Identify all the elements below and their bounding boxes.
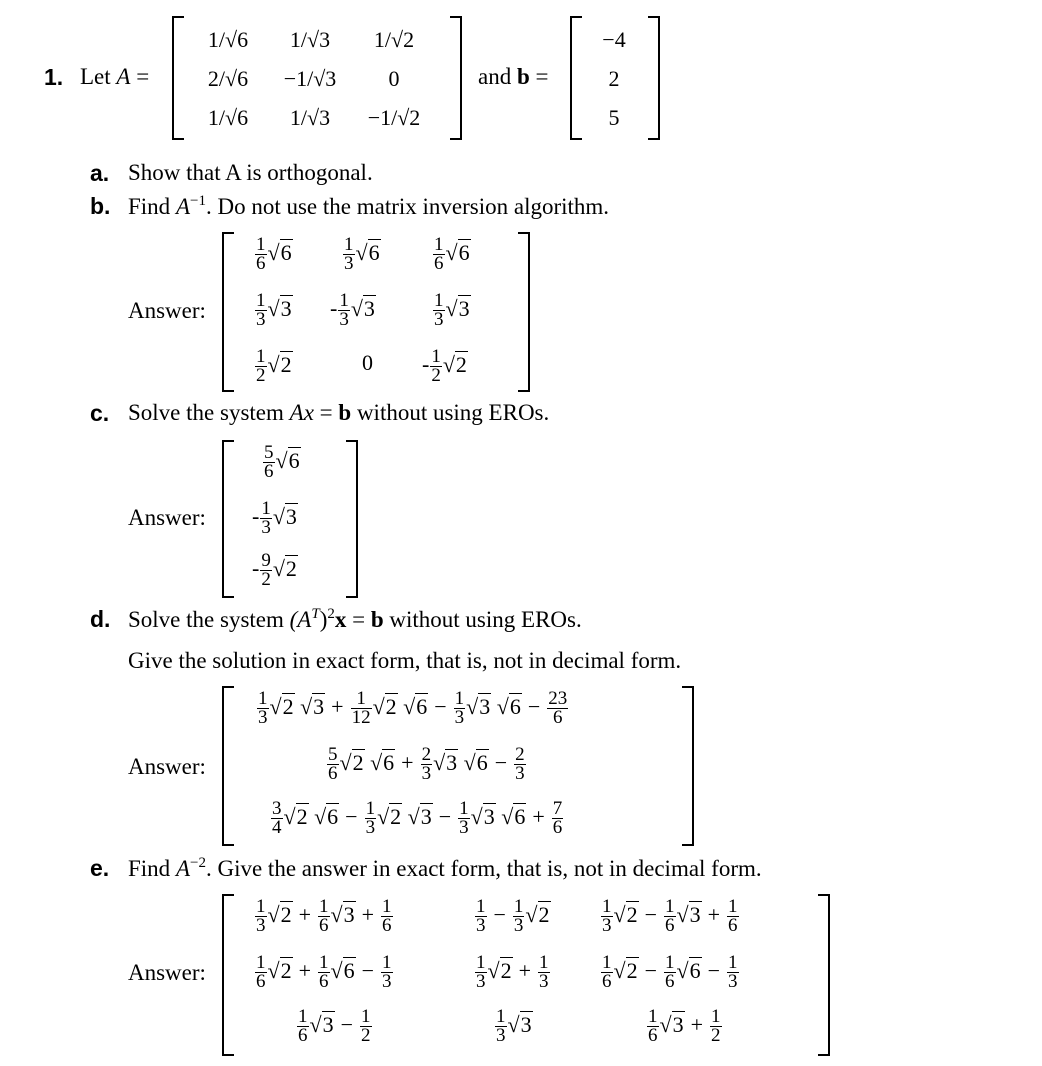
matrix-a-right-bracket: [450, 16, 462, 140]
matrix-bracket-left: [222, 232, 234, 392]
part-d-label: d.: [90, 606, 111, 632]
inverse-cell: $\frac{1}{6}$ √6: [256, 234, 292, 274]
matrix-a-cell: 0: [388, 66, 400, 91]
part-d-text: Solve the system $(A^T)^2x = b$ without using EROs.: [128, 606, 582, 632]
part-d-instruction: Give the solution in exact form, that is, not in decimal form.: [128, 648, 682, 673]
inverse-cell: $\frac{1}{6}$ √6: [434, 234, 470, 274]
part-a-text: Show that A is orthogonal.: [128, 160, 373, 185]
solution-cell: - $\frac{9}{2}$ √2: [252, 550, 297, 590]
matrix-a-cell: 2/√6: [207, 66, 249, 91]
inverse-sq-cell: $\frac{1}{6}$ √2 + $\frac{1}{6}$ √6 − $\frac{1}{3}$: [256, 952, 392, 992]
solution-cell: $\frac{5}{6}$ √6: [264, 442, 300, 482]
inverse-cell: $\frac{1}{3}$ √3: [434, 290, 470, 330]
vector-b-right-bracket: [648, 16, 660, 140]
inverse-sq-cell: $\frac{1}{3}$ √2 + $\frac{1}{3}$: [476, 952, 549, 992]
vector-b-cell: 5: [608, 105, 620, 130]
matrix-a-left-bracket: [172, 16, 184, 140]
inverse-cell: - $\frac{1}{3}$ √3: [330, 290, 375, 330]
part-c-text: Solve the system Ax = b without using EROs.: [128, 400, 550, 425]
matrix-bracket-left: [222, 894, 234, 1056]
answer-label: Answer:: [128, 754, 206, 779]
matrix-a-cell: 1/√3: [289, 27, 331, 52]
inverse-sq-cell: $\frac{1}{3}$ √2 − $\frac{1}{6}$ √3 + $\frac{1}{6}$: [602, 896, 738, 936]
part-e-text: Find $A^{-2}$. Give the answer in exact form, that is, not in decimal form.: [128, 855, 762, 881]
solution-cell: - $\frac{1}{3}$ √3: [252, 498, 297, 538]
inverse-cell: 0: [362, 350, 373, 375]
inverse-sq-cell: $\frac{1}{3}$ √2 + $\frac{1}{6}$ √3 + $\frac{1}{6}$: [256, 896, 392, 936]
solution-d-cell: $\frac{5}{6}$ √2 √6 + $\frac{2}{3}$ √3 √6 − $\frac{2}{3}$: [328, 744, 525, 784]
vector-bracket-right: [346, 440, 358, 598]
solution-d-cell: $\frac{3}{4}$ √2 √6 − $\frac{1}{3}$ √2 √3 − $\frac{1}{3}$ √3 √6 + $\frac{7}{6}$: [272, 798, 563, 838]
part-b-text: Find $A^{-1}$. Do not use the matrix inversion algorithm.: [128, 193, 610, 219]
inverse-sq-cell: $\frac{1}{6}$ √3 − $\frac{1}{2}$: [298, 1006, 371, 1046]
inverse-cell: - $\frac{1}{2}$ √2: [422, 346, 467, 386]
and-b-label: and b =: [478, 64, 549, 89]
inverse-sq-cell: $\frac{1}{3}$ √3: [496, 1006, 532, 1046]
matrix-a-cell: 1/√6: [207, 27, 249, 52]
matrix-bracket-right: [518, 232, 530, 392]
part-b-label: b.: [90, 193, 111, 219]
matrix-a-cell: 1/√2: [373, 27, 415, 52]
problem-intro: Let A =: [80, 64, 150, 89]
problem-number: 1.: [44, 64, 64, 90]
inverse-sq-cell: $\frac{1}{6}$ √3 + $\frac{1}{2}$: [648, 1006, 721, 1046]
answer-label: Answer:: [128, 505, 206, 530]
solution-d-cell: $\frac{1}{3}$ √2 √3 + $\frac{1}{12}$ √2 √6 − $\frac{1}{3}$ √3 √6 − $\frac{23}{6}$: [258, 688, 568, 728]
matrix-a-cell: −1/√3: [283, 66, 337, 91]
vector-b-left-bracket: [570, 16, 582, 140]
part-c-label: c.: [90, 400, 110, 426]
vector-b-cell: 2: [608, 66, 620, 91]
vector-bracket-right: [682, 686, 694, 846]
inverse-cell: $\frac{1}{3}$ √6: [344, 234, 380, 274]
matrix-a-cell: 1/√3: [289, 105, 331, 130]
part-a-label: a.: [90, 160, 110, 186]
matrix-a-cell: −1/√2: [367, 105, 421, 130]
matrix-a-cell: 1/√6: [207, 105, 249, 130]
matrix-bracket-right: [818, 894, 830, 1056]
answer-label: Answer:: [128, 960, 206, 985]
inverse-cell: $\frac{1}{3}$ √3: [256, 290, 292, 330]
part-e-label: e.: [90, 855, 110, 881]
vector-b-cell: −4: [602, 27, 626, 52]
answer-label: Answer:: [128, 298, 206, 323]
vector-bracket-left: [222, 686, 234, 846]
inverse-cell: $\frac{1}{2}$ √2: [256, 346, 292, 386]
inverse-sq-cell: $\frac{1}{6}$ √2 − $\frac{1}{6}$ √6 − $\frac{1}{3}$: [602, 952, 738, 992]
vector-bracket-left: [222, 440, 234, 598]
inverse-sq-cell: $\frac{1}{3}$ − $\frac{1}{3}$ √2: [476, 896, 550, 936]
